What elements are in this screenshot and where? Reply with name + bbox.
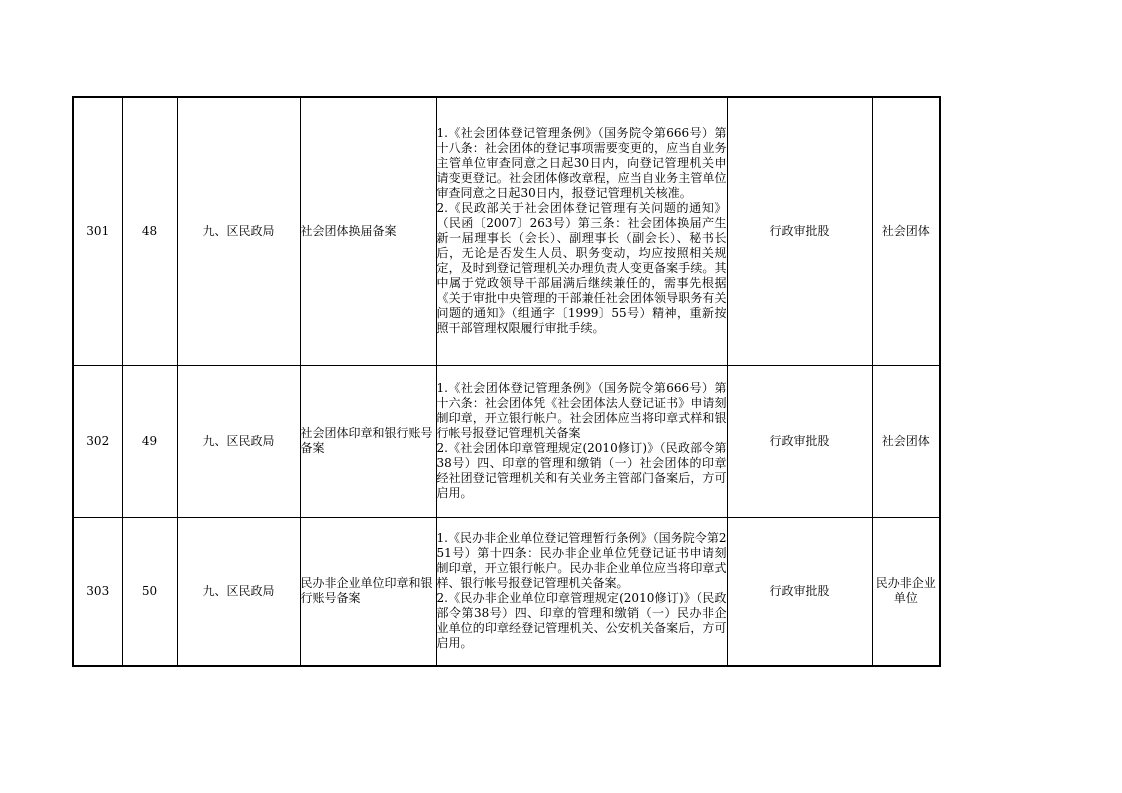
legal-basis-paragraph: 2.《社会团体印章管理规定(2010修订)》（民政部令第38号）四、印章的管理和缴销（一）社会团体的印章经社团登记管理机关和有关业务主管部门备案后，方可启用。 [436, 441, 727, 500]
handling-unit-cell: 行政审批股 [727, 517, 872, 666]
table-row [73, 517, 940, 666]
legal-basis-paragraph: 2.《民办非企业单位印章管理规定(2010修订)》（民政部令第38号）四、印章的管理和缴销（一）民办非企业单位的印章经登记管理机关、公安机关备案后，方可启用。 [436, 591, 727, 651]
legal-basis-paragraph: 1.《社会团体登记管理条例》（国务院令第666号）第十六条：社会团体凭《社会团体法人登记证书》申请刻制印章，开立银行帐户。社会团体应当将印章式样和银行帐号报登记管理机关备案 [436, 381, 727, 440]
seq-cell: 303 [73, 517, 122, 666]
department-cell: 九、区民政局 [177, 517, 300, 666]
legal-basis-paragraph: 1.《民办非企业单位登记管理暂行条例》（国务院令第251号）第十四条：民办非企业单位凭登记证书申请刻制印章，开立银行帐户。民办非企业单位应当将印章式样、银行帐号报登记管理机关备案。 [436, 531, 727, 591]
object-cell: 社会团体 [872, 97, 940, 365]
seq-cell: 301 [73, 97, 122, 365]
number-cell: 50 [122, 517, 177, 666]
handling-unit-cell: 行政审批股 [727, 365, 872, 517]
legal-basis-cell [436, 365, 727, 517]
table-row [73, 97, 940, 365]
legal-basis-paragraph: 2.《民政部关于社会团体登记管理有关问题的通知》（民函〔2007〕263号）第三条：社会团体换届产生新一届理事长（会长）、副理事长（副会长）、秘书长后，无论是否发生人员、职务变动，均应按照相关规定，及时到登记管理机关办理负责人变更备案手续。其中属于党政领导干部届满后继续兼任的，需事先根据《关于审批中央管理的干部兼任社会团体领导职务有关问题的通知》（组通字〔1999〕55号）精神，重新按照干部管理权限履行审批手续。 [436, 201, 727, 336]
item-name-cell: 民办非企业单位印章和银行账号备案 [300, 517, 436, 666]
legal-basis-cell [436, 97, 727, 365]
items-table [72, 96, 941, 667]
handling-unit-cell: 行政审批股 [727, 97, 872, 365]
department-cell: 九、区民政局 [177, 365, 300, 517]
legal-basis-paragraph: 1.《社会团体登记管理条例》（国务院令第666号）第十八条：社会团体的登记事项需要变更的，应当自业务主管单位审查同意之日起30日内，向登记管理机关申请变更登记。社会团体修改章程，应当自业务主管单位审查同意之日起30日内，报登记管理机关核准。 [436, 126, 727, 201]
item-name-cell: 社会团体换届备案 [300, 97, 436, 365]
table-body [73, 97, 940, 666]
department-cell: 九、区民政局 [177, 97, 300, 365]
table-row [73, 365, 940, 517]
legal-basis-cell [436, 517, 727, 666]
seq-cell: 302 [73, 365, 122, 517]
number-cell: 48 [122, 97, 177, 365]
object-cell: 民办非企业单位 [872, 517, 940, 666]
object-cell: 社会团体 [872, 365, 940, 517]
item-name-cell: 社会团体印章和银行账号备案 [300, 365, 436, 517]
number-cell: 49 [122, 365, 177, 517]
